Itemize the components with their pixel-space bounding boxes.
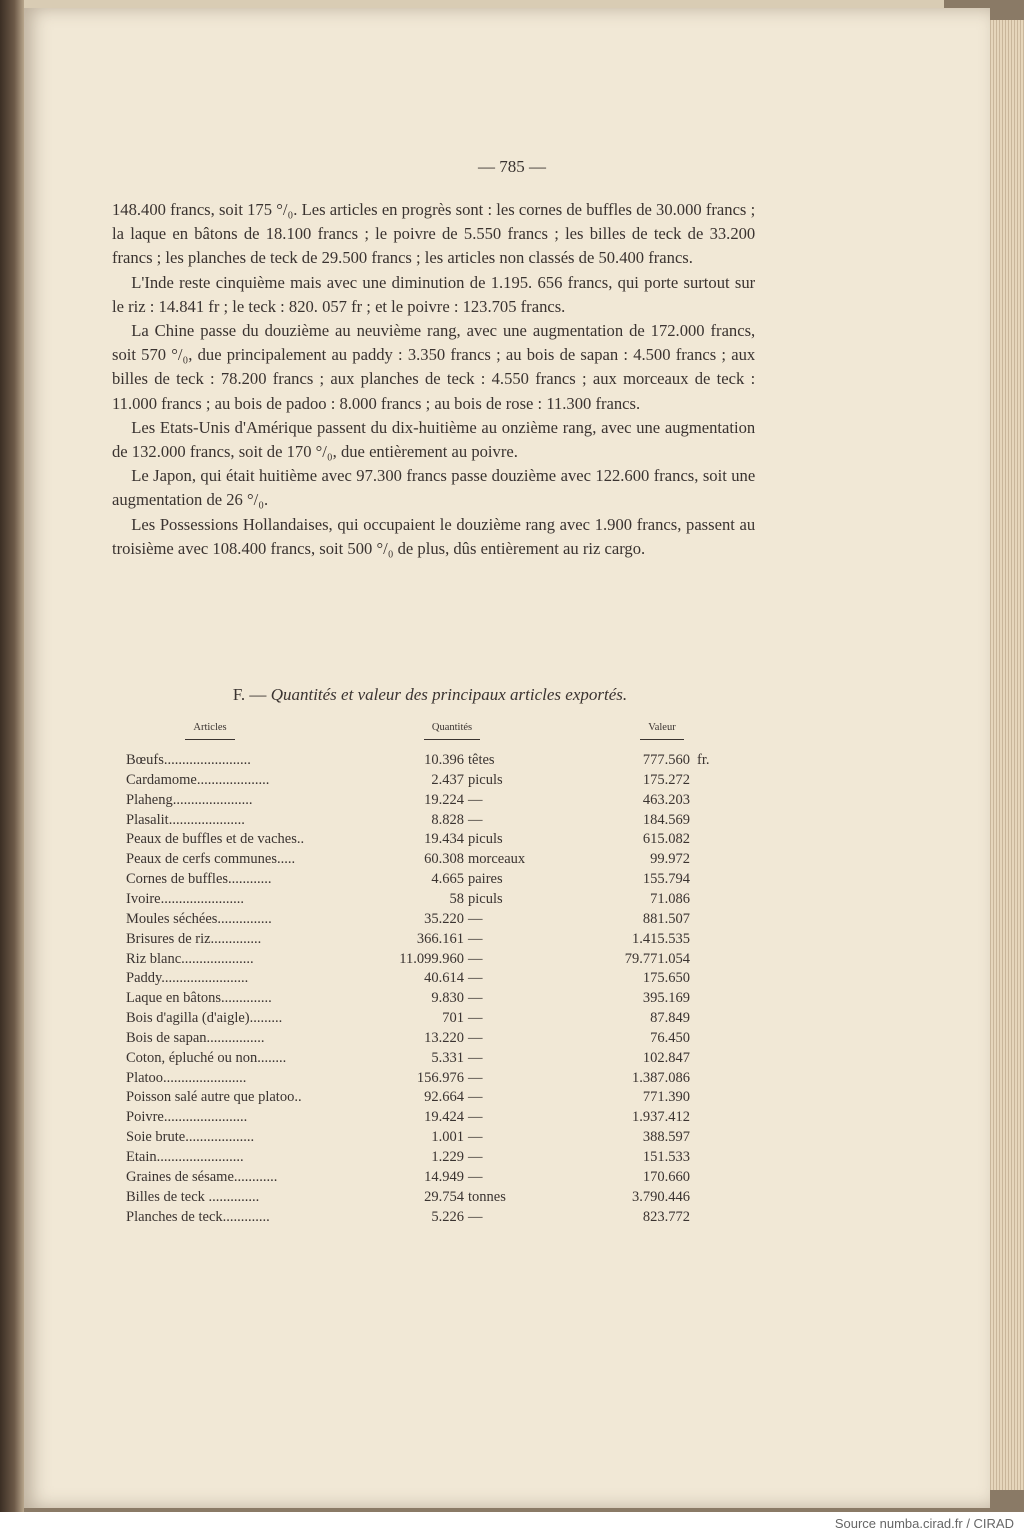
unit-cell: —: [468, 990, 483, 1007]
unit-cell: morceaux: [468, 851, 526, 868]
table-row: [0, 772, 1024, 792]
article-cell: Bois d'agilla (d'aigle).........: [126, 1010, 283, 1027]
article-cell: Poivre.......................: [126, 1109, 248, 1126]
table-title-text: Quantités et valeur des principaux articles exportés.: [270, 685, 628, 704]
paragraph: La Chine passe du douzième au neuvième rang, avec une augmentation de 172.000 francs, soit 570 °/₀, due principalement au paddy : 3.350 francs ; au bois de sapan : 4.500 francs ; aux billes de teck : 78.200 francs ; aux planches de teck : 4.550 francs ; aux morceaux de teck : 11.000 francs ; au bois de padoo : 8.000 francs ; au bois de rose : 11.300 francs.: [112, 321, 756, 413]
table-row: [0, 990, 1024, 1010]
article-cell: Bois de sapan................: [126, 1029, 265, 1046]
value-cell: 1.937.412: [632, 1109, 690, 1126]
table-row: [0, 851, 1024, 871]
value-cell: 102.847: [642, 1049, 690, 1066]
quantity-cell: 156.976: [416, 1069, 464, 1086]
quantity-cell: 60.308: [424, 851, 464, 868]
quantity-cell: 19.224: [424, 791, 464, 808]
quantity-cell: 4.665: [431, 871, 464, 888]
unit-cell: —: [468, 1049, 483, 1066]
table-title: [0, 685, 860, 705]
quantity-cell: 92.664: [424, 1089, 464, 1106]
value-cell: 388.597: [642, 1129, 690, 1146]
unit-cell: —: [468, 1069, 483, 1086]
table-row: [0, 871, 1024, 891]
column-header-value: Valeur: [612, 722, 712, 740]
quantity-cell: 40.614: [424, 970, 464, 987]
table-row: [0, 1209, 1024, 1229]
table-row: [0, 970, 1024, 990]
quantity-cell: 5.331: [431, 1049, 464, 1066]
article-cell: Laque en bâtons..............: [126, 990, 272, 1007]
table-row: [0, 792, 1024, 812]
quantity-cell: 1.001: [431, 1129, 464, 1146]
unit-cell: —: [468, 1149, 483, 1165]
quantity-cell: 58: [449, 890, 464, 907]
column-header-articles: Articles: [160, 722, 260, 740]
article-cell: Soie brute...................: [126, 1129, 255, 1146]
quantity-cell: 35.220: [424, 910, 464, 927]
article-cell: Riz blanc....................: [126, 950, 254, 967]
quantity-cell: 5.226: [431, 1208, 464, 1225]
table-row: [0, 752, 1024, 772]
column-header-quantities: Quantités: [402, 722, 502, 740]
value-cell: 184.569: [642, 811, 690, 828]
table-row: [0, 1050, 1024, 1070]
quantity-cell: 13.220: [424, 1029, 464, 1046]
value-cell: 175.272: [642, 771, 690, 788]
value-cell: 79.771.054: [624, 950, 690, 967]
article-cell: Platoo.......................: [126, 1069, 247, 1086]
unit-cell: têtes: [468, 752, 495, 768]
value-suffix: fr.: [697, 752, 710, 768]
value-cell: 99.972: [650, 851, 690, 868]
table-row: [0, 1010, 1024, 1030]
quantity-cell: 701: [442, 1010, 464, 1027]
table-row: [0, 1129, 1024, 1149]
paragraph: Les Possessions Hollandaises, qui occupaient le douzième rang avec 1.900 francs, passent au troisième avec 108.400 francs, soit 500 °/₀ de plus, dûs entièrement au riz cargo.: [112, 514, 756, 558]
unit-cell: —: [468, 1109, 483, 1126]
article-cell: Plasalit.....................: [126, 811, 245, 828]
quantity-cell: 2.437: [431, 771, 464, 788]
table-row: [0, 1189, 1024, 1209]
paragraph: Les Etats-Unis d'Amérique passent du dix-huitième au onzième rang, avec une augmentation de 132.000 francs, soit de 170 °/₀, due entièrement au poivre.: [112, 417, 756, 462]
value-cell: 155.794: [642, 871, 690, 888]
value-cell: 175.650: [642, 970, 690, 987]
value-cell: 3.790.446: [632, 1188, 690, 1205]
quantity-cell: 10.396: [424, 752, 464, 768]
unit-cell: —: [468, 950, 483, 967]
unit-cell: —: [468, 910, 483, 927]
article-cell: Poisson salé autre que platoo..: [126, 1089, 302, 1106]
unit-cell: —: [468, 811, 483, 828]
article-cell: Cornes de buffles............: [126, 871, 272, 888]
quantity-cell: 19.434: [424, 831, 464, 848]
article-cell: Ivoire.......................: [126, 890, 244, 907]
paragraph: 148.400 francs, soit 175 °/₀. Les articles en progrès sont : les cornes de buffles de 30.000 francs ; la laque en bâtons de 18.100 francs ; le poivre de 5.550 francs ; les billes de teck de 33.200 francs ; les planches de teck de 29.500 francs ; les articles non classés de 50.400 francs.: [112, 200, 756, 268]
unit-cell: piculs: [468, 771, 503, 788]
unit-cell: tonnes: [468, 1188, 506, 1205]
paragraph: L'Inde reste cinquième mais avec une diminution de 1.195. 656 francs, qui porte surtout sur le riz : 14.841 fr ; le teck : 820. 057 fr ; et le poivre : 123.705 francs.: [112, 272, 756, 316]
quantity-cell: 29.754: [424, 1188, 464, 1205]
unit-cell: —: [468, 1129, 483, 1146]
table-row: [0, 1169, 1024, 1189]
article-cell: Planches de teck.............: [126, 1208, 270, 1225]
body-text: [112, 198, 755, 561]
value-cell: 71.086: [650, 890, 690, 907]
value-cell: 87.849: [650, 1010, 690, 1027]
value-cell: 76.450: [650, 1029, 690, 1046]
unit-cell: —: [468, 1168, 483, 1185]
value-cell: 823.772: [642, 1208, 690, 1225]
paragraph: Le Japon, qui était huitième avec 97.300 francs passe douzième avec 122.600 francs, soit une augmentation de 26 °/₀.: [112, 466, 756, 510]
unit-cell: —: [468, 1208, 483, 1225]
unit-cell: —: [468, 970, 483, 987]
table-row: [0, 1149, 1024, 1169]
quantity-cell: 8.828: [431, 811, 464, 828]
value-cell: 615.082: [642, 831, 690, 848]
quantity-cell: 11.099.960: [399, 950, 464, 967]
article-cell: Bœufs........................: [126, 752, 251, 768]
article-cell: Etain........................: [126, 1149, 244, 1165]
quantity-cell: 14.949: [424, 1168, 464, 1185]
article-cell: Peaux de cerfs communes.....: [126, 851, 296, 868]
unit-cell: piculs: [468, 890, 503, 907]
value-cell: 395.169: [642, 990, 690, 1007]
article-cell: Brisures de riz..............: [126, 930, 262, 947]
value-cell: 777.560: [642, 752, 690, 768]
unit-cell: —: [468, 1089, 483, 1106]
article-cell: Paddy........................: [126, 970, 249, 987]
table-row: [0, 1089, 1024, 1109]
table-row: [0, 1030, 1024, 1050]
table-row: [0, 951, 1024, 971]
article-cell: Cardamome....................: [126, 771, 270, 788]
value-cell: 881.507: [642, 910, 690, 927]
table-title-prefix: F. —: [232, 685, 267, 704]
page-number: — 785 —: [478, 157, 546, 176]
unit-cell: piculs: [468, 831, 503, 848]
value-cell: 170.660: [642, 1168, 690, 1185]
quantity-cell: 19.424: [424, 1109, 464, 1126]
unit-cell: —: [468, 1029, 483, 1046]
table-row: [0, 931, 1024, 951]
article-cell: Peaux de buffles et de vaches..: [126, 831, 305, 848]
article-cell: Plaheng......................: [126, 791, 253, 808]
article-cell: Coton, épluché ou non........: [126, 1049, 287, 1066]
quantity-cell: 9.830: [431, 990, 464, 1007]
value-cell: 151.533: [642, 1149, 690, 1165]
article-cell: Billes de teck ..............: [126, 1188, 260, 1205]
source-caption: Source numba.cirad.fr / CIRAD: [834, 1516, 1014, 1531]
quantity-cell: 1.229: [431, 1149, 464, 1165]
unit-cell: —: [468, 791, 483, 808]
table-row: [0, 911, 1024, 931]
article-cell: Moules séchées...............: [126, 910, 272, 927]
quantity-cell: 366.161: [416, 930, 464, 947]
value-cell: 771.390: [642, 1089, 690, 1106]
table-row: [0, 1070, 1024, 1090]
table-row: [0, 891, 1024, 911]
value-cell: 463.203: [642, 791, 690, 808]
table-row: [0, 1109, 1024, 1129]
value-cell: 1.415.535: [632, 930, 690, 947]
article-cell: Graines de sésame............: [126, 1168, 278, 1185]
value-cell: 1.387.086: [632, 1069, 690, 1086]
unit-cell: —: [468, 930, 483, 947]
table-row: [0, 812, 1024, 832]
table-row: [0, 831, 1024, 851]
unit-cell: —: [468, 1010, 483, 1027]
unit-cell: paires: [468, 871, 503, 888]
